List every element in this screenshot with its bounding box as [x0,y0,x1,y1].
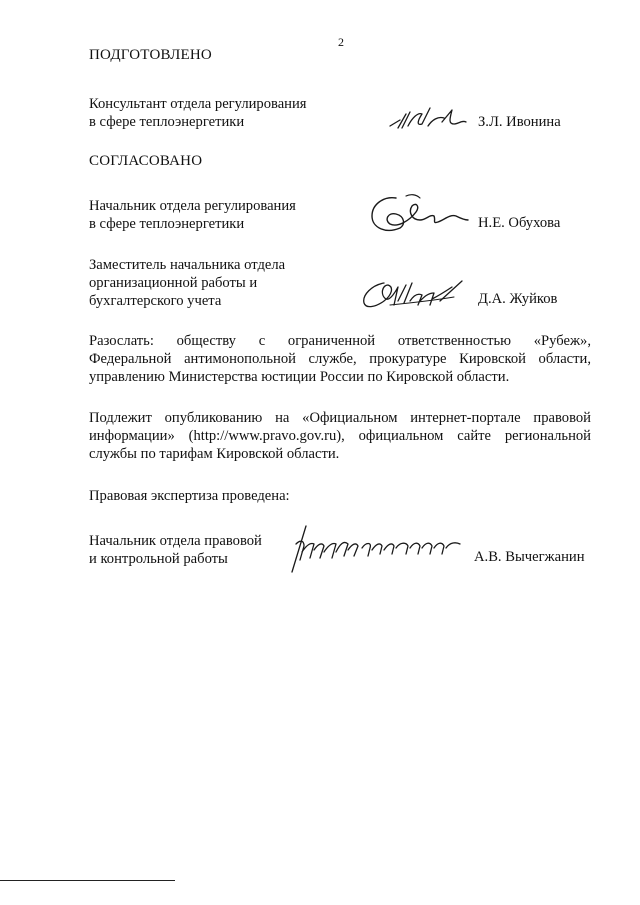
approved-signer-1-role [89,197,359,233]
approved-signer-role-line: бухгалтерского учета [89,293,222,309]
prepared-role-line: Консультант отдела регулирования [89,96,307,112]
distribution-line: Федеральной антимонопольной службе, прокуратуре Кировской области, [89,351,591,367]
publication-line: Подлежит опубликованию на «Официальном интернет-портале правовой [89,410,591,426]
legal-review-role-line: Начальник отдела правовой [89,533,262,549]
publication-line: информации» (http://www.pravo.gov.ru), официальном сайте региональной [89,428,591,444]
signature-vychegzhanin [284,522,474,576]
prepared-role [89,95,359,131]
prepared-name: З.Л. Ивонина [478,114,561,130]
approved-signer-role-line: Начальник отдела регулирования [89,198,296,214]
approved-heading: СОГЛАСОВАНО [89,153,203,169]
legal-review-role-line: и контрольной работы [89,551,228,567]
distribution-line: управлению Министерства юстиции России по Кировской области. [89,369,510,385]
publication-line: службы по тарифам Кировской области. [89,446,340,462]
legal-review-name: А.В. Вычегжанин [474,549,585,565]
approved-signer-role-line: Заместитель начальника отдела [89,257,286,273]
approved-signer-role-line: в сфере теплоэнергетики [89,216,245,232]
prepared-heading: ПОДГОТОВЛЕНО [89,47,212,63]
signature-zhuikov [360,275,470,315]
approved-signer-2-name: Д.А. Жуйков [478,291,558,307]
legal-review-heading: Правовая экспертиза проведена: [89,488,290,504]
signature-obukhova [366,190,470,238]
approved-signer-role-line: организационной работы и [89,275,258,291]
page-number: 2 [338,35,344,49]
approved-signer-2-role [89,256,359,310]
footer-rule [0,880,175,881]
distribution-paragraph [89,332,591,386]
distribution-line: Разослать: обществу с ограниченной ответственностью «Рубеж», [89,333,591,349]
prepared-role-line: в сфере теплоэнергетики [89,114,245,130]
publication-paragraph [89,409,591,463]
signature-ivonina [388,98,478,132]
approved-signer-1-name: Н.Е. Обухова [478,215,561,231]
